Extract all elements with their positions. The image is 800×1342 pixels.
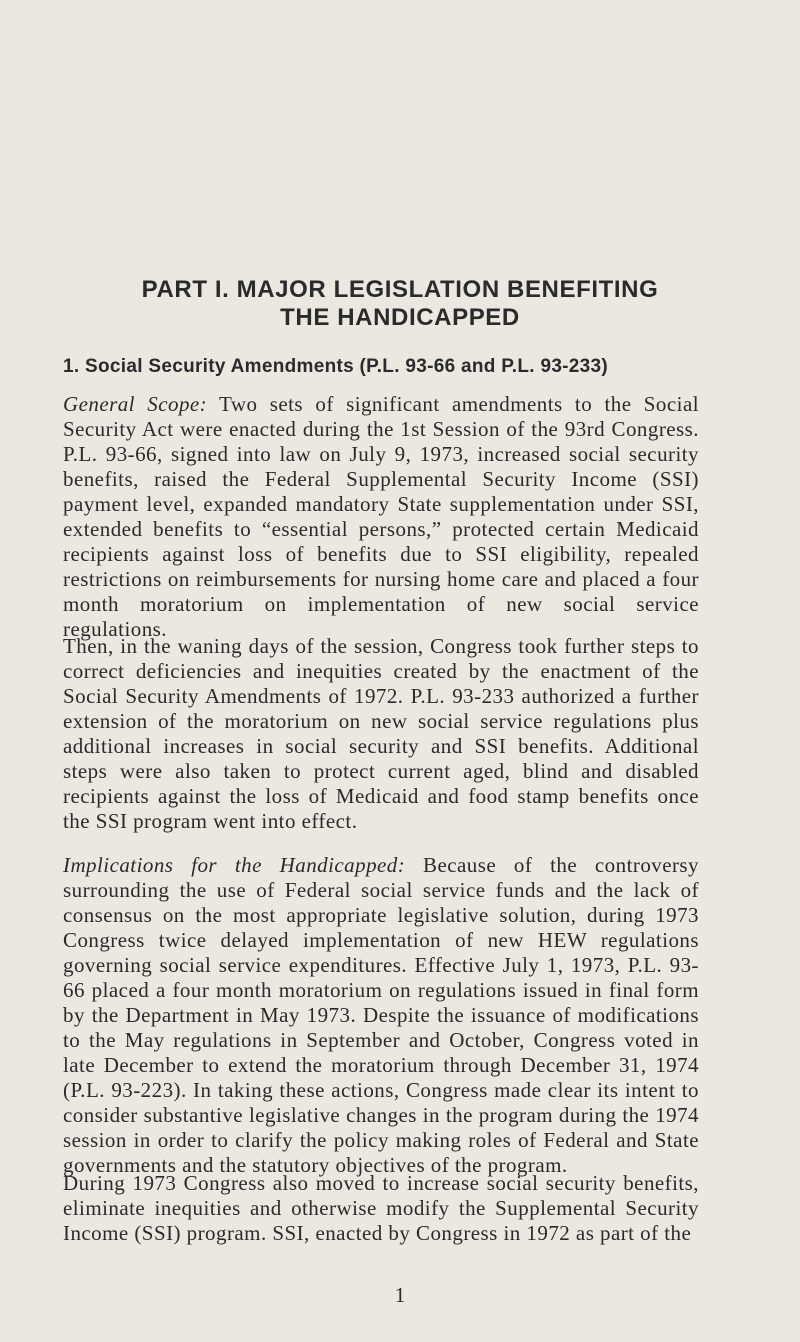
paragraph-lead: Implications for the Handicapped: (63, 853, 406, 877)
part-title-line-1: PART I. MAJOR LEGISLATION BENEFITING (141, 276, 659, 303)
paragraph-implications (63, 853, 699, 1178)
paragraph-text: During 1973 Congress also moved to increase social security benefits, eliminate inequities and otherwise modify the Supplemental Security Income (SSI) program. SSI, enacted by Congress in 1972 as part of the (63, 1171, 699, 1245)
paragraph-text: Two sets of significant amendments to the Social Security Act were enacted during the 1st Session of the 93rd Congress. P.L. 93-66, signed into law on July 9, 1973, increased social security benefits, raised the Federal Supplemental Security Income (SSI) payment level, expanded mandatory State supplementation under SSI, extended benefits to “essential persons,” protected certain Medicaid recipients against loss of benefits due to SSI eligibility, repealed restrictions on reimbursements for nursing home care and placed a four month moratorium on implementation of new social service regulations. (63, 392, 699, 641)
paragraph-during-1973 (63, 1171, 699, 1246)
paragraph-lead: General Scope: (63, 392, 208, 416)
paragraph-waning-days (63, 634, 699, 834)
paragraph-text: Then, in the waning days of the session, Congress took further steps to correct deficiencies and inequities created by the enactment of the Social Security Amendments of 1972. P.L. 93-233 authorized a further extension of the moratorium on new social service regulations plus additional increases in social security and SSI benefits. Additional steps were also taken to protect current aged, blind and disabled recipients against the loss of Medicaid and food stamp benefits once the SSI program went into effect. (63, 634, 699, 833)
paragraph-text: Because of the controversy surrounding the use of Federal social service funds and the lack of consensus on the most appropriate legislative solution, during 1973 Congress twice delayed implementation of new HEW regulations governing social service expenditures. Effective July 1, 1973, P.L. 93-66 placed a four month moratorium on regulations issued in final form by the Department in May 1973. Despite the issuance of modifications to the May regulations in September and October, Congress voted in late December to extend the moratorium through December 31, 1974 (P.L. 93-223). In taking these actions, Congress made clear its intent to consider substantive legislative changes in the program during the 1974 session in order to clarify the policy making roles of Federal and State governments and the statutory objectives of the program. (63, 853, 700, 1177)
page-number: 1 (394, 1283, 406, 1307)
part-title-line-2: THE HANDICAPPED (280, 304, 520, 331)
section-heading: 1. Social Security Amendments (P.L. 93-66 and P.L. 93-233) (63, 356, 609, 377)
paragraph-general-scope (63, 392, 699, 642)
